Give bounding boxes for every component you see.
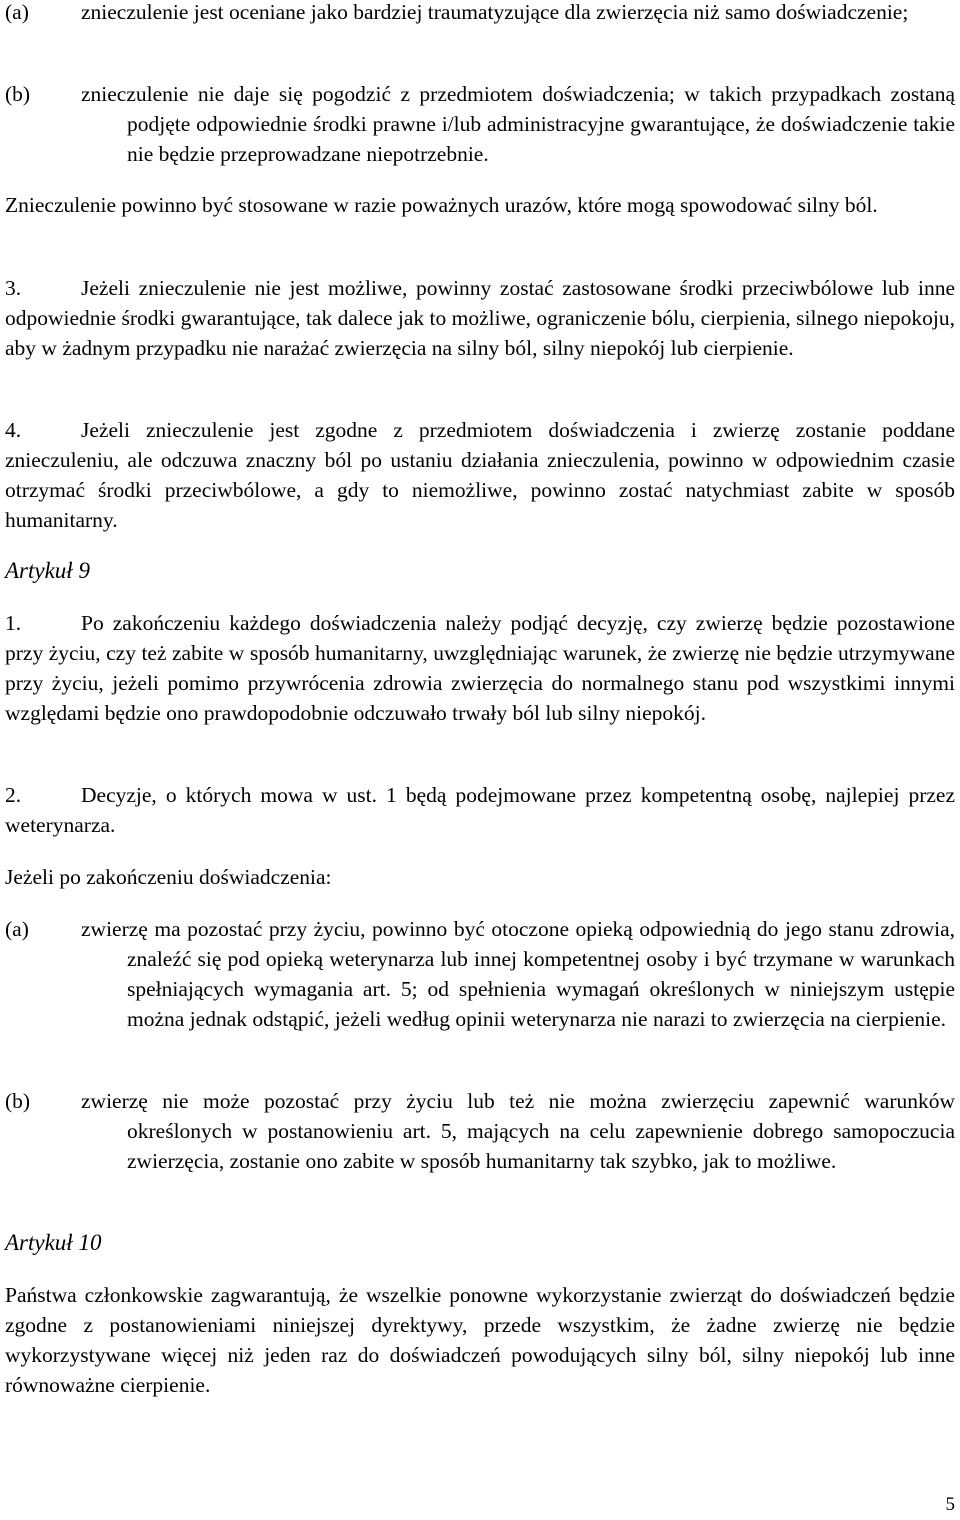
article-heading-10: Artykuł 10 [5, 1230, 102, 1255]
list-item-text: znieczulenie jest oceniane jako bardziej traumatyzujące dla zwierzęcia niż samo doświadczenie; [81, 0, 909, 24]
article-10-paragraph: Państwa członkowskie zagwarantują, że wszelkie ponowne wykorzystanie zwierząt do doświadczeń będzie zgodne z postanowieniami niniejszej dyrektywy, przede wszystkim, że żadne zwierzę nie będzie wykorzystywane więcej niż jeden raz do doświadczeń powodujących silny ból, silny niepokój lub inne równoważne cierpienie. [5, 1283, 955, 1397]
list-item-text: znieczulenie nie daje się pogodzić z przedmiotem doświadczenia; w takich przypadkach zostaną podjęte odpowiednie środki prawne i/lub administracyjne gwarantujące, że doświadczenie takie nie będzie przeprowadzane niepotrzebnie. [81, 82, 955, 166]
paragraph-number: 4. [5, 418, 22, 442]
list-item-label: (a) [5, 917, 29, 941]
article-9-paragraph-1 [5, 608, 955, 728]
article-heading-9: Artykuł 9 [5, 558, 90, 583]
paragraph-text: Decyzje, o których mowa w ust. 1 będą podejmowane przez kompetentną osobę, najlepiej przez weterynarza. [5, 783, 955, 837]
list-item-label: (a) [5, 0, 29, 24]
list-item-text: zwierzę ma pozostać przy życiu, powinno być otoczone opieką odpowiednią do jego stanu zdrowia, znaleźć się pod opieką weterynarza lub innej kompetentnej osoby i być trzymane w warunkach spełniających wymagania art. 5; od spełnienia wymagań określonych w niniejszym ustępie można jednak odstąpić, jeżeli według opinii weterynarza nie narazi to zwierzęcia na cierpienie. [81, 917, 955, 1031]
paragraph-text: Jeżeli znieczulenie jest zgodne z przedmiotem doświadczenia i zwierzę zostanie poddane znieczuleniu, ale odczuwa znaczny ból po ustaniu działania znieczulenia, powinno w odpowiednim czasie otrzymać środki przeciwbólowe, a gdy to niemożliwe, powinno zostać natychmiast zabite w sposób humanitarny. [5, 418, 955, 532]
list-item-label: (b) [5, 82, 31, 106]
paragraph-znieczulenie: Znieczulenie powinno być stosowane w razie poważnych urazów, które mogą spowodować silny ból. [5, 193, 878, 217]
paragraph-number: 3. [5, 276, 22, 300]
paragraph-text: Po zakończeniu każdego doświadczenia należy podjąć decyzję, czy zwierzę będzie pozostawione przy życiu, czy też zabite w sposób humanitarny, uwzględniając warunek, że zwierzę nie będzie utrzymywane przy życiu, jeżeli pomimo przywrócenia zdrowia zwierzęcia do normalnego stanu pod wszystkimi innymi względami będzie ono prawdopodobnie odczuwało trwały ból lub silny niepokój. [5, 611, 955, 725]
article-9-intro: Jeżeli po zakończeniu doświadczenia: [5, 865, 332, 889]
paragraph-number: 1. [5, 611, 22, 635]
paragraph-number: 2. [5, 783, 22, 807]
paragraph-text: Jeżeli znieczulenie nie jest możliwe, powinny zostać zastosowane środki przeciwbólowe lub inne odpowiednie środki gwarantujące, tak dalece jak to możliwe, ograniczenie bólu, cierpienia, silnego niepokoju, aby w żadnym przypadku nie narażać zwierzęcia na silny ból, silny niepokój lub cierpienie. [5, 276, 955, 360]
paragraph-4 [5, 415, 955, 535]
list-item-label: (b) [5, 1089, 31, 1113]
article-9-paragraph-2 [5, 780, 955, 840]
paragraph-3 [5, 273, 955, 363]
list-item-text: zwierzę nie może pozostać przy życiu lub też nie można zwierzęciu zapewnić warunków określonych w postanowieniu art. 5, mających na celu zapewnienie dobrego samopoczucia zwierzęcia, zostanie ono zabite w sposób humanitarny tak szybko, jak to możliwe. [81, 1089, 955, 1173]
page-number: 5 [945, 1494, 955, 1515]
